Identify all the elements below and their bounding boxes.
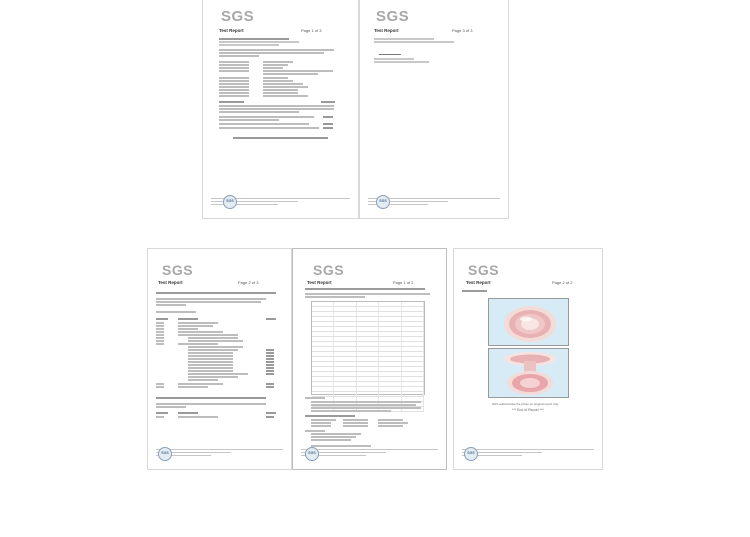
report-title: Test Report [374, 28, 399, 33]
photo-caption: SGS authenticate the photo on original report only [492, 402, 559, 406]
sgs-seal-icon: SGS [464, 447, 478, 461]
sgs-seal-icon: SGS [376, 195, 390, 209]
sgs-logo: SGS [162, 262, 194, 278]
end-of-report: *** End of Report *** [512, 408, 544, 412]
signature [379, 48, 404, 55]
sgs-logo: SGS [468, 262, 500, 278]
report-page-2 [360, 0, 508, 218]
page-number: Page 2 of 2 [552, 280, 573, 285]
sgs-logo: SGS [376, 8, 410, 25]
sgs-logo: SGS [221, 8, 255, 25]
report-page-4 [293, 249, 446, 469]
sgs-seal-icon: SGS [158, 447, 172, 461]
page-number: Page 2 of 3 [238, 280, 259, 285]
report-title: Test Report [158, 280, 183, 285]
report-page-1 [203, 0, 358, 218]
report-page-3 [148, 249, 291, 469]
report-title: Test Report [466, 280, 491, 285]
product-photo-1 [488, 298, 569, 346]
results-table [311, 301, 425, 395]
page-number: Page 3 of 3 [452, 28, 473, 33]
page-number: Page 1 of 2 [393, 280, 414, 285]
report-page-5 [454, 249, 602, 469]
page-number: Page 1 of 3 [301, 28, 322, 33]
sgs-logo: SGS [313, 262, 345, 278]
sgs-seal-icon: SGS [305, 447, 319, 461]
product-photo-2 [488, 348, 569, 398]
report-title: Test Report [307, 280, 332, 285]
sgs-seal-icon: SGS [223, 195, 237, 209]
report-title: Test Report [219, 28, 244, 33]
